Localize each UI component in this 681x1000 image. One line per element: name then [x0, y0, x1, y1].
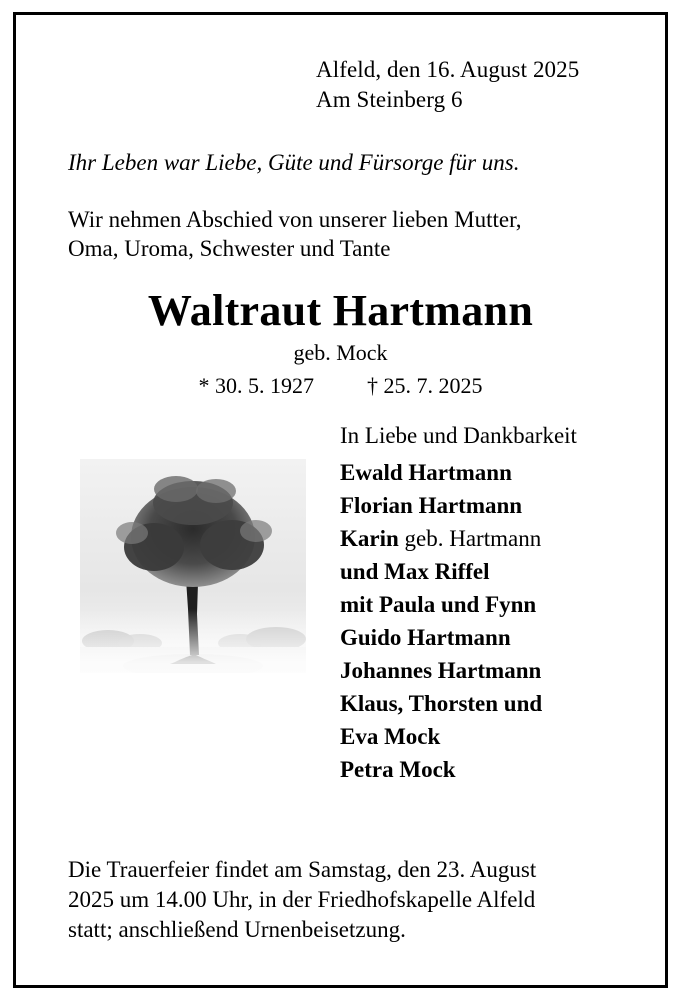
intro-line-1: Wir nehmen Abschied von unserer lieben Mutter, [68, 207, 522, 232]
list-item [340, 456, 660, 489]
header-block [316, 55, 613, 115]
list-item [340, 588, 660, 621]
closing-line-3: statt; anschließend Urnenbeisetzung. [68, 917, 406, 942]
maiden-name: geb. Mock [293, 340, 388, 365]
tree-illustration-image [80, 459, 306, 697]
closing-line-1: Die Trauerfeier findet am Samstag, den 23. August [68, 857, 537, 882]
family-block [340, 421, 660, 786]
family-members-list [340, 456, 660, 786]
obituary-content [16, 15, 665, 985]
member-name-regular: geb. Hartmann [404, 526, 542, 551]
member-name-bold: Karin [340, 526, 405, 551]
member-name-bold: mit Paula und Fynn [340, 592, 537, 617]
list-item [340, 753, 660, 786]
closing-line-2: 2025 um 14.00 Uhr, in der Friedhofskapelle Alfeld [68, 887, 536, 912]
middle-section [68, 421, 613, 796]
member-name-bold: Guido Hartmann [340, 625, 511, 650]
list-item [340, 720, 660, 753]
member-name-bold: Klaus, Thorsten und [340, 691, 543, 716]
death-date: † 25. 7. 2025 [367, 373, 483, 398]
obituary-frame [13, 12, 668, 988]
list-item [340, 621, 660, 654]
address: Am Steinberg 6 [316, 87, 463, 112]
member-name-bold: Ewald Hartmann [340, 460, 512, 485]
member-name-bold: Johannes Hartmann [340, 658, 542, 683]
tree-icon [80, 459, 306, 697]
funeral-details [68, 855, 625, 945]
deceased-block [68, 285, 613, 399]
member-name-bold: und Max Riffel [340, 559, 490, 584]
list-item [340, 555, 660, 588]
motto-text: Ihr Leben war Liebe, Güte und Fürsorge für uns. [68, 150, 520, 175]
member-name-bold: Petra Mock [340, 757, 456, 782]
intro-text [68, 205, 613, 263]
member-name-bold: Florian Hartmann [340, 493, 523, 518]
life-dates [68, 373, 613, 399]
list-item [340, 489, 660, 522]
place-and-date: Alfeld, den 16. August 2025 [316, 57, 580, 82]
list-item [340, 522, 660, 555]
list-item [340, 654, 660, 687]
member-name-bold: Eva Mock [340, 724, 441, 749]
intro-line-2: Oma, Uroma, Schwester und Tante [68, 236, 391, 261]
family-heading: In Liebe und Dankbarkeit [340, 423, 577, 448]
list-item [340, 687, 660, 720]
birth-date: * 30. 5. 1927 [198, 373, 314, 398]
deceased-name: Waltraut Hartmann [147, 286, 534, 335]
